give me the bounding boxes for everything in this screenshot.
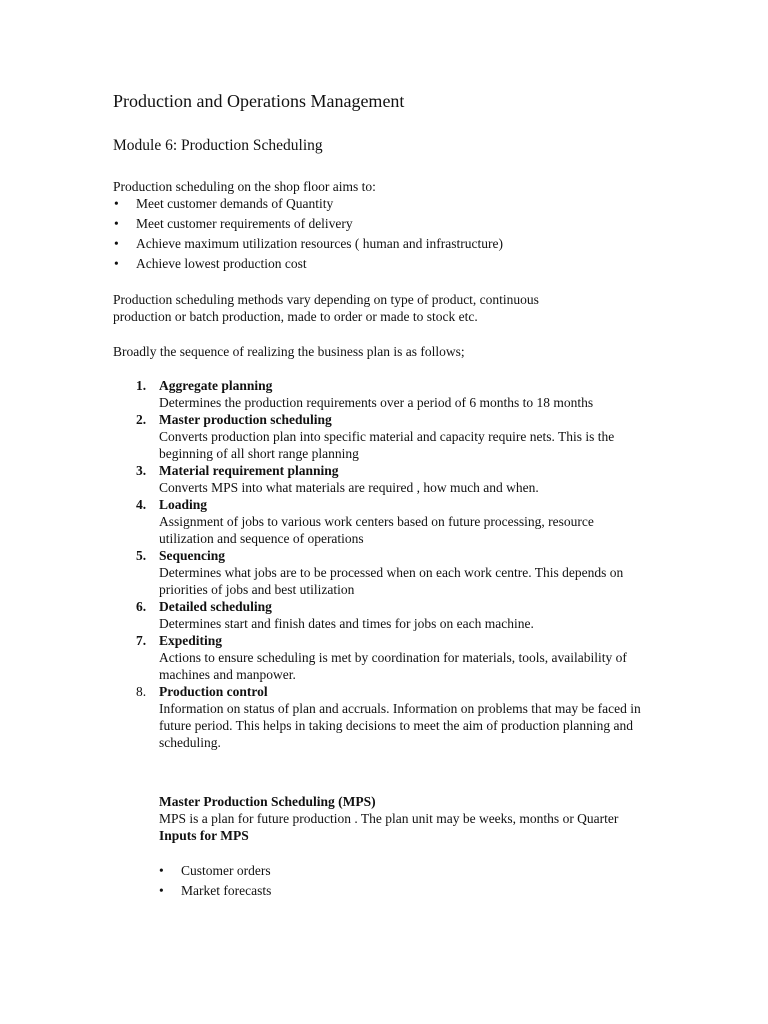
step-heading: Detailed scheduling <box>159 599 272 614</box>
list-item: • Achieve maximum utilization resources ( human and infrastructure) <box>114 236 503 251</box>
step-item: 8. Production control Information on status of plan and accruals. Information on problems that may be faced in future period. This helps in taking decisions to meet the aim of production planning and scheduling. <box>130 683 649 751</box>
step-description: Determines start and finish dates and times for jobs on each machine. <box>159 616 534 631</box>
step-heading: Loading <box>159 497 208 512</box>
bullet-icon: • <box>114 256 119 271</box>
document-title: Production and Operations Management <box>113 91 405 111</box>
inputs-heading: Inputs for MPS <box>159 828 249 843</box>
module-heading: Module 6: Production Scheduling <box>113 137 323 154</box>
methods-paragraph: Production scheduling methods vary depending on type of product, continuous production or batch production, made to order or made to stock etc. <box>113 292 539 324</box>
list-item: • Meet customer requirements of delivery <box>114 216 353 231</box>
mps-section <box>159 793 649 844</box>
step-item: 2. Master production scheduling Converts production plan into specific material and capacity require nets. This is the beginning of all short range planning <box>130 411 649 462</box>
bullet-icon: • <box>159 863 164 878</box>
step-description: Determines what jobs are to be processed when on each work centre. This depends on priorities of jobs and best utilization <box>159 565 624 597</box>
step-item: 6. Detailed scheduling Determines start and finish dates and times for jobs on each machine. <box>130 598 649 632</box>
step-heading: Expediting <box>159 633 223 648</box>
step-item: 5. Sequencing Determines what jobs are to be processed when on each work centre. This depends on priorities of jobs and best utilization <box>130 547 649 598</box>
step-description: Actions to ensure scheduling is met by coordination for materials, tools, availability of machines and manpower. <box>159 650 627 682</box>
step-heading: Master production scheduling <box>159 412 332 427</box>
step-description: Information on status of plan and accruals. Information on problems that may be faced in future period. This helps in taking decisions to meet the aim of production planning and scheduling. <box>159 701 641 750</box>
intro-text: Production scheduling on the shop floor aims to: <box>113 179 376 194</box>
step-heading: Production control <box>159 684 268 699</box>
step-description: Assignment of jobs to various work centers based on future processing, resource utilization and sequence of operations <box>159 514 594 546</box>
step-description: Determines the production requirements over a period of 6 months to 18 months <box>159 395 594 410</box>
step-description: Converts production plan into specific material and capacity require nets. This is the beginning of all short range planning <box>159 429 615 461</box>
bullet-icon: • <box>114 216 119 231</box>
list-item: • Meet customer demands of Quantity <box>114 196 334 211</box>
bullet-icon: • <box>159 883 164 898</box>
aims-list <box>113 196 503 276</box>
step-item: 4. Loading Assignment of jobs to various work centers based on future processing, resource utilization and sequence of operations <box>130 496 649 547</box>
mps-description: MPS is a plan for future production . The plan unit may be weeks, months or Quarter <box>159 811 619 826</box>
step-item: 7. Expediting Actions to ensure scheduling is met by coordination for materials, tools, availability of machines and manpower. <box>130 632 649 683</box>
step-item: 1. Aggregate planning Determines the production requirements over a period of 6 months to 18 months <box>130 377 649 411</box>
list-item: • Market forecasts <box>159 883 272 898</box>
step-item: 3. Material requirement planning Converts MPS into what materials are required , how much and when. <box>130 462 649 496</box>
bullet-icon: • <box>114 236 119 251</box>
list-item: • Customer orders <box>159 863 271 878</box>
steps-list <box>130 377 649 751</box>
list-item: • Achieve lowest production cost <box>114 256 307 271</box>
step-heading: Sequencing <box>159 548 226 563</box>
mps-heading: Master Production Scheduling (MPS) <box>159 794 376 809</box>
step-heading: Aggregate planning <box>159 378 273 393</box>
mps-inputs-list <box>159 862 271 902</box>
bullet-icon: • <box>114 196 119 211</box>
sequence-paragraph: Broadly the sequence of realizing the business plan is as follows; <box>113 344 465 359</box>
step-description: Converts MPS into what materials are required , how much and when. <box>159 480 539 495</box>
step-heading: Material requirement planning <box>159 463 339 478</box>
